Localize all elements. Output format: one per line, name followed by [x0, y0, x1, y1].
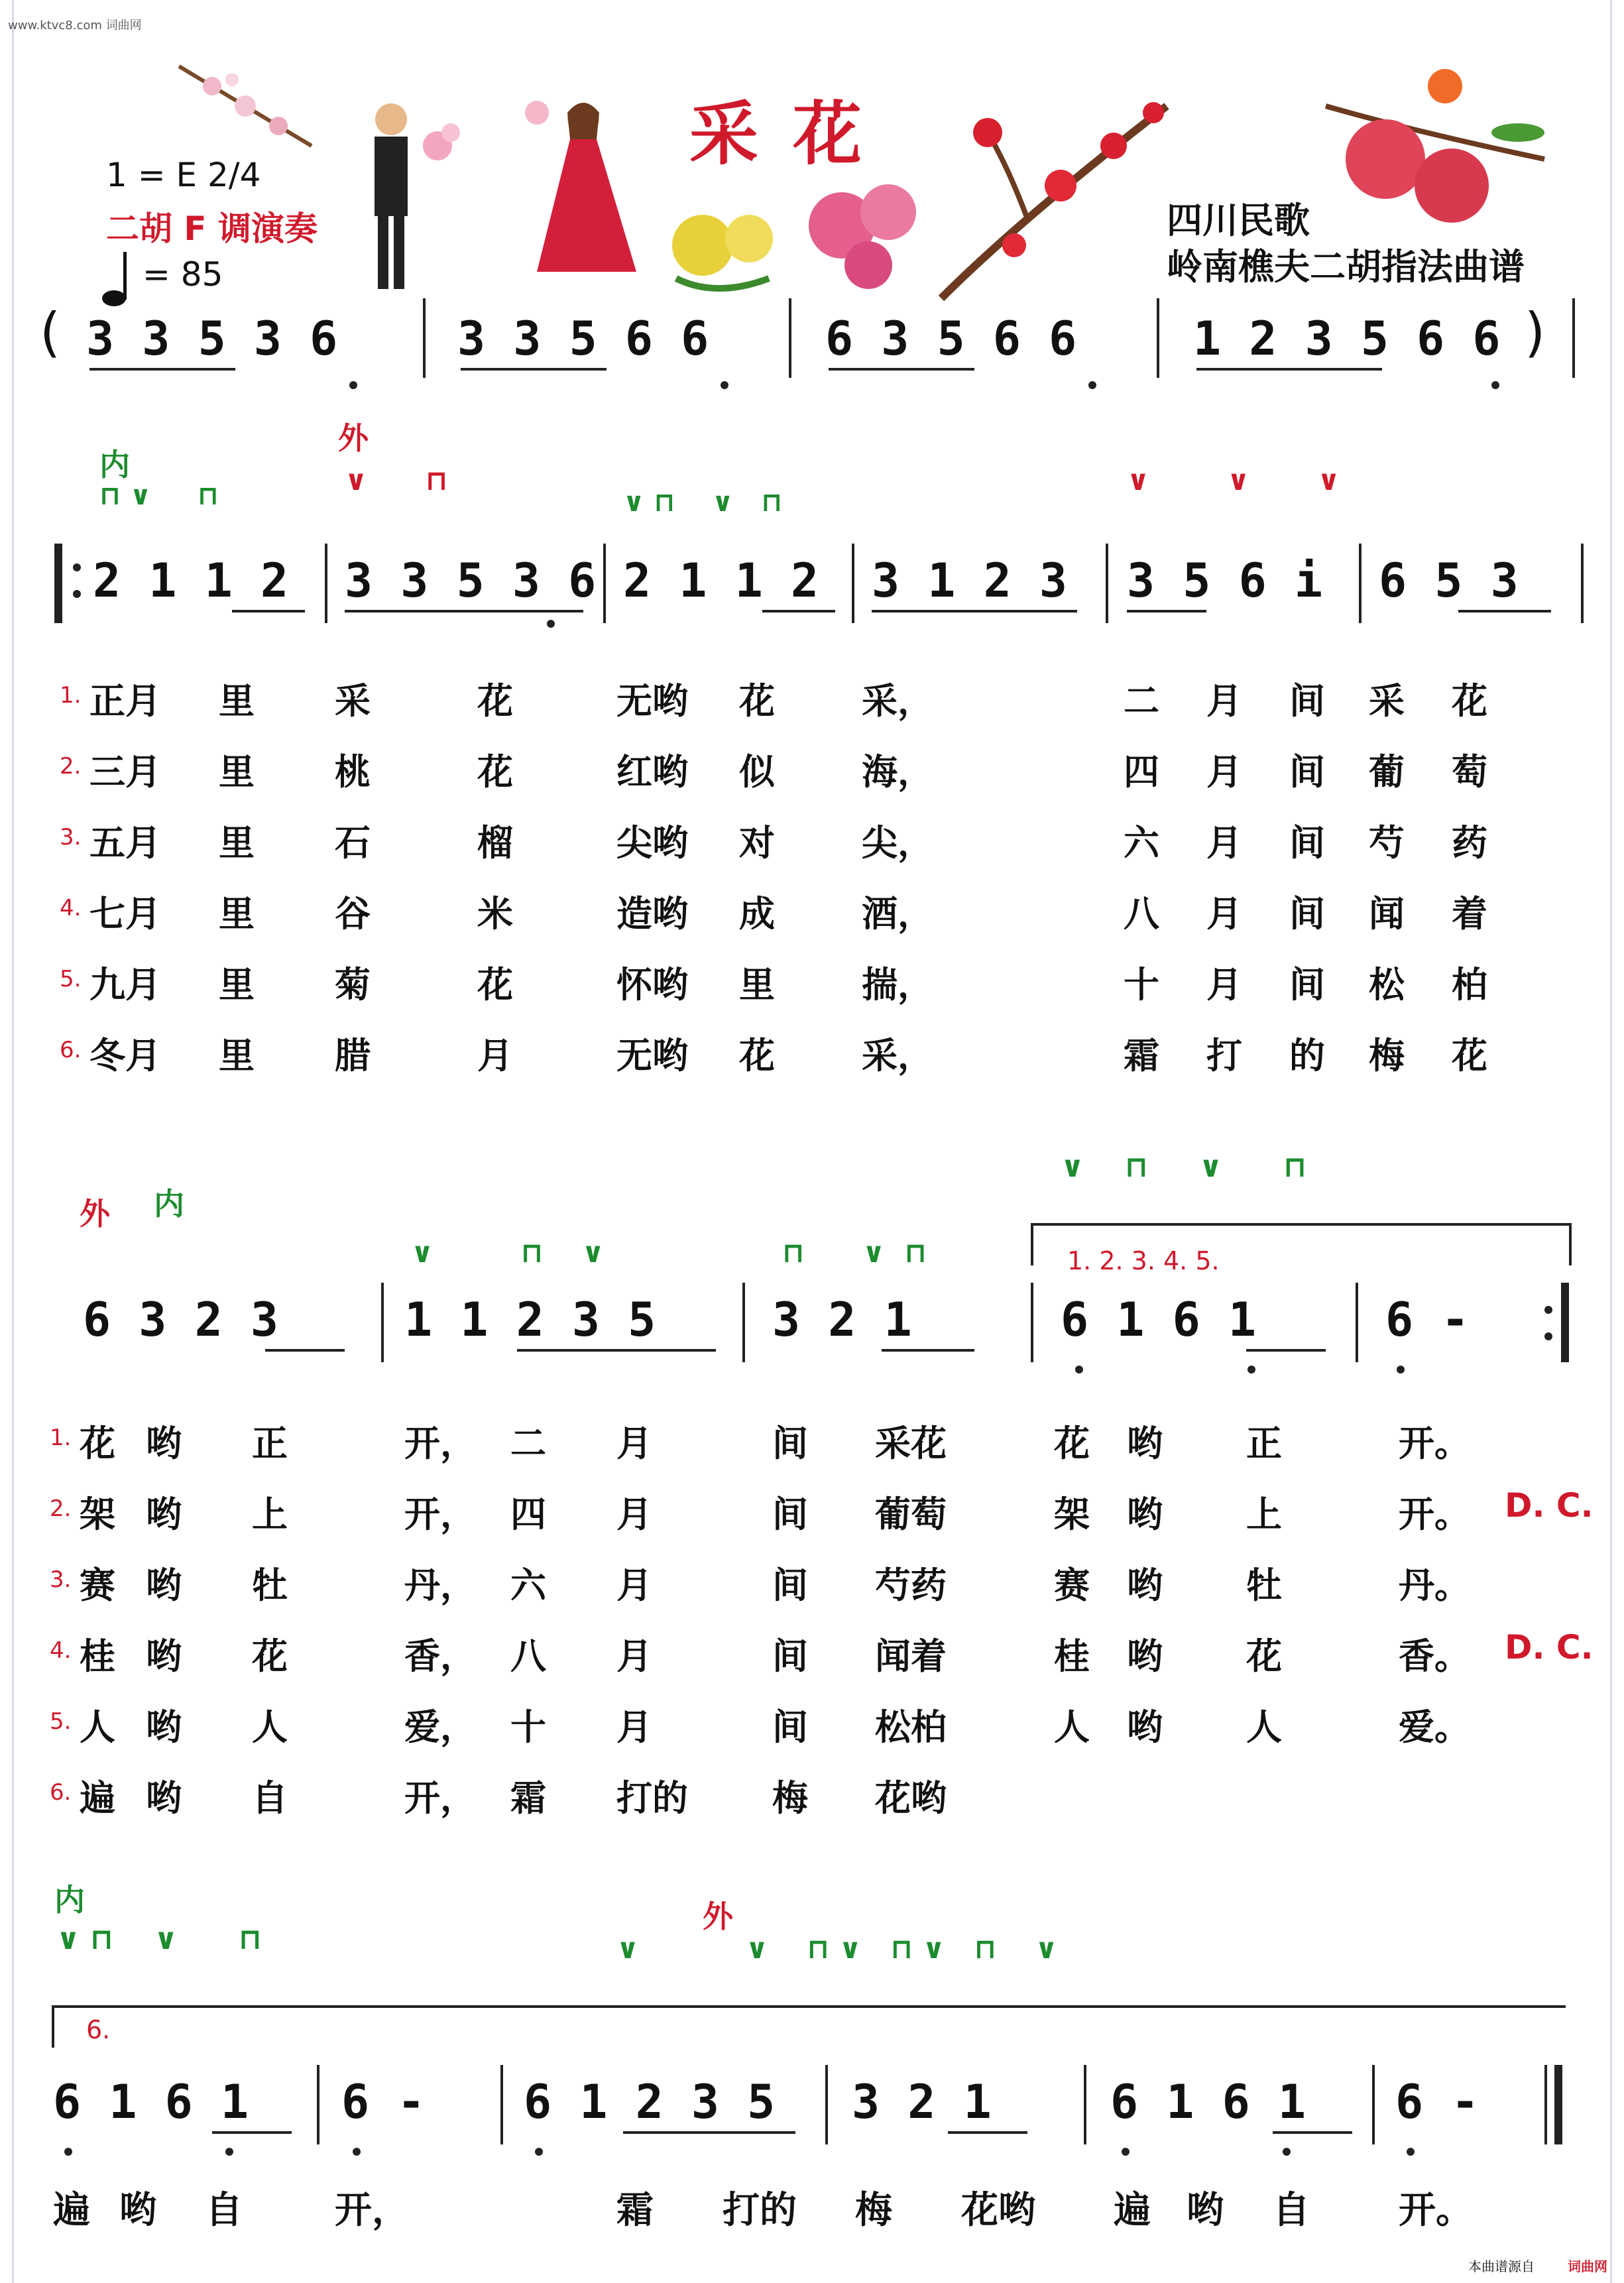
low-dot [349, 381, 357, 389]
verse-a-lyric: 里 [739, 964, 775, 1006]
verse-a-lyric: 采 [1369, 680, 1405, 722]
verse-b-lyric: 十 [510, 1706, 546, 1748]
barline [1106, 544, 1108, 623]
tempo-value: = 85 [143, 255, 223, 294]
page-border-right [1610, 0, 1612, 2283]
verse-a-lyric: 里 [219, 751, 255, 793]
verse-b-lyric: 间 [772, 1493, 808, 1535]
verse-a-lyric: 菊 [335, 964, 371, 1006]
verse-b-lyric: 人 [252, 1706, 288, 1748]
volta-bracket-2 [52, 2005, 1566, 2048]
staff2-measure-2: 1 1 2 3 5 [404, 1293, 656, 1347]
verse-a-lyric: 芍 [1369, 822, 1405, 864]
verse-b-lyric: 正 [252, 1423, 288, 1464]
verse-final-lyric: 开， [335, 2189, 409, 2232]
verse-final-lyric: 遍 [53, 2189, 90, 2232]
barline [1544, 2065, 1547, 2144]
verse-b-lyric: 人 [1246, 1706, 1282, 1748]
inner-string-mark: 内 [54, 1882, 85, 1918]
staff3-measure-4: 3 2 1 [852, 2075, 992, 2129]
verse-a-lyric: 花 [1452, 680, 1487, 722]
repeat-dot [1544, 1306, 1552, 1314]
verse-number: 2. [60, 753, 82, 780]
verse-a-lyric: 六 [1124, 822, 1159, 864]
bow-marks: ⊓ ∨ ⊓ [99, 481, 219, 511]
verse-b-lyric: 正 [1246, 1423, 1282, 1464]
verse-b-lyric: 哟 [1127, 1423, 1163, 1464]
verse-a-lyric: 五月 [89, 822, 161, 864]
footer-site: 词曲网 [1568, 2258, 1607, 2274]
beam [1458, 610, 1551, 613]
low-dot [1491, 381, 1499, 389]
barline [423, 298, 426, 378]
verse-b-lyric: 六 [510, 1564, 546, 1606]
verse-a-lyric: 月 [1206, 893, 1242, 935]
barline [1157, 298, 1159, 378]
verse-a-lyric: 里 [219, 964, 255, 1006]
staff3-measure-5: 6 1 6 1 [1110, 2075, 1306, 2129]
barline [500, 2065, 503, 2144]
verse-a-lyric: 尖哟 [616, 822, 688, 864]
bow-marks: ∨ ⊓ ∨ [411, 1236, 605, 1269]
verse-a-lyric: 三月 [89, 751, 161, 793]
verse-number: 2. [50, 1495, 72, 1522]
verse-b-lyric: 梅 [772, 1777, 808, 1819]
verse-b-lyric: 遍 [80, 1777, 115, 1819]
low-dot [1283, 2148, 1291, 2156]
verse-a-lyric: 月 [1206, 751, 1242, 793]
verse-a-lyric: 四 [1124, 751, 1159, 793]
verse-b-lyric: 哟 [1127, 1564, 1163, 1606]
outer-string-mark: 外 [703, 1899, 733, 1934]
verse-b-lyric: 打的 [616, 1777, 688, 1819]
barline [1572, 298, 1575, 378]
verse-number: 3. [50, 1566, 72, 1593]
verse-b-lyric: 月 [616, 1564, 652, 1606]
staff1-measure-6: 6 5 3 [1379, 554, 1519, 608]
beam [829, 368, 974, 371]
verse-a-lyric: 花 [477, 680, 513, 722]
verse-a-lyric: 尖， [862, 822, 933, 864]
beam [872, 610, 1077, 613]
low-dot [1247, 1366, 1255, 1374]
repeat-dot [73, 590, 81, 598]
verse-a-lyric: 月 [1206, 964, 1242, 1006]
verse-b-lyric: 香， [404, 1635, 476, 1677]
beam [882, 1349, 974, 1352]
verse-a-lyric: 造哟 [616, 893, 688, 935]
verse-b-lyric: 芍药 [875, 1564, 947, 1606]
verse-b-lyric: 月 [616, 1706, 652, 1748]
verse-a-lyric: 间 [1289, 893, 1325, 935]
beam [212, 2131, 292, 2134]
verse-a-lyric: 闻 [1369, 893, 1405, 935]
verse-number: 5. [50, 1708, 72, 1735]
origin-credit: 四川民歌 [1167, 200, 1310, 241]
da-capo-mark: D. C. [1505, 1628, 1594, 1667]
barline [1372, 2065, 1375, 2144]
low-dot [535, 2148, 543, 2156]
verse-a-lyric: 花 [739, 1035, 775, 1077]
verse-b-lyric: 哟 [1127, 1493, 1163, 1535]
footer-source: 本曲谱源自 [1468, 2258, 1535, 2274]
beam [762, 610, 835, 613]
low-dot [225, 2148, 233, 2156]
verse-b-lyric: 哟 [146, 1777, 182, 1819]
verse-a-lyric: 无哟 [616, 1035, 688, 1077]
low-dot [353, 2148, 361, 2156]
staff2-measure-3: 3 2 1 [772, 1293, 912, 1347]
verse-a-lyric: 采， [862, 680, 933, 722]
staff1-measure-5: 3 5 6 i [1127, 554, 1323, 608]
verse-final-lyric: 自 [1273, 2189, 1310, 2232]
verse-b-lyric: 哟 [146, 1564, 182, 1606]
verse-b-lyric: 月 [616, 1635, 652, 1677]
volta-label-1: 1. 2. 3. 4. 5. [1067, 1246, 1220, 1275]
bow-marks: ∨ ⊓ ∨ ⊓ [1061, 1150, 1307, 1184]
barline [317, 2065, 319, 2144]
verse-b-lyric: 花 [80, 1423, 115, 1464]
verse-b-lyric: 人 [80, 1706, 115, 1748]
blossom-branch-icon [172, 53, 318, 152]
verse-number: 6. [60, 1037, 82, 1063]
verse-a-lyric: 似 [739, 751, 775, 793]
arranger-credit: 岭南樵夫二胡指法曲谱 [1167, 246, 1525, 288]
staff2-measure-1: 6 3 2 3 [83, 1293, 279, 1347]
verse-b-lyric: 花 [252, 1635, 288, 1677]
beam [232, 610, 305, 613]
verse-final-lyric: 花哟 [961, 2189, 1035, 2232]
verse-number: 4. [50, 1637, 72, 1664]
beam [1196, 368, 1382, 371]
verse-a-lyric: 松 [1369, 964, 1405, 1006]
low-dot [1122, 2148, 1130, 2156]
verse-b-lyric: 哟 [146, 1493, 182, 1535]
verse-number: 5. [60, 966, 82, 992]
key-signature: 1 = E 2/4 [106, 156, 261, 194]
verse-b-lyric: 开， [404, 1493, 476, 1535]
verse-a-lyric: 采 [335, 680, 371, 722]
beam [89, 368, 235, 371]
inner-string-mark: 内 [99, 447, 130, 483]
verse-b-lyric: 采花 [875, 1423, 947, 1464]
verse-b-lyric: 丹， [404, 1564, 476, 1606]
barline [742, 1283, 745, 1362]
song-title: 采花 [689, 93, 897, 174]
verse-number: 3. [60, 824, 82, 850]
beam [1246, 1349, 1326, 1352]
verse-final-lyric: 哟 [1187, 2189, 1224, 2232]
verse-final-lyric: 霜 [616, 2189, 654, 2232]
bow-marks: ∨ ⊓ ∨ ⊓ [56, 1922, 262, 1956]
verse-a-lyric: 九月 [89, 964, 161, 1006]
verse-b-lyric: 四 [510, 1493, 546, 1535]
barline [852, 544, 854, 623]
bow-marks: ∨ ∨ ⊓ ∨ ⊓ ∨ ⊓ ∨ [616, 1932, 1058, 1965]
close-paren: ) [1525, 302, 1546, 363]
verse-a-lyric: 谷 [335, 893, 371, 935]
beam [345, 610, 583, 613]
open-paren: ( [40, 302, 61, 363]
barline [603, 544, 606, 623]
verse-a-lyric: 花 [477, 964, 513, 1006]
verse-b-lyric: 松柏 [875, 1706, 947, 1748]
verse-b-lyric: 开， [404, 1777, 476, 1819]
staff3-measure-1: 6 1 6 1 [53, 2075, 249, 2129]
staff1-measure-4: 3 1 2 3 [872, 554, 1068, 608]
verse-a-lyric: 打 [1206, 1035, 1242, 1077]
verse-a-lyric: 米 [477, 893, 513, 935]
verse-a-lyric: 月 [477, 1035, 513, 1077]
intro-measure-4: 1 2 3 5 6 6 [1193, 312, 1501, 366]
verse-b-lyric: 人 [1054, 1706, 1090, 1748]
verse-a-lyric: 桃 [335, 751, 371, 793]
verse-b-lyric: 八 [510, 1635, 546, 1677]
verse-a-lyric: 花 [477, 751, 513, 793]
da-capo-mark: D. C. [1505, 1486, 1594, 1525]
verse-b-lyric: 月 [616, 1423, 652, 1464]
verse-b-lyric: 间 [772, 1635, 808, 1677]
verse-a-lyric: 里 [219, 893, 255, 935]
staff3-measure-2: 6 - [341, 2075, 426, 2129]
verse-a-lyric: 正月 [89, 680, 161, 722]
barline [381, 1283, 384, 1362]
verse-b-lyric: 爱。 [1399, 1706, 1470, 1748]
low-dot [64, 2148, 72, 2156]
verse-b-lyric: 闻着 [875, 1635, 947, 1677]
verse-a-lyric: 十 [1124, 964, 1159, 1006]
verse-b-lyric: 牡 [1246, 1564, 1282, 1606]
verse-final-lyric: 打的 [723, 2189, 797, 2232]
verse-b-lyric: 开， [404, 1423, 476, 1464]
beam [265, 1349, 345, 1352]
verse-final-lyric: 梅 [855, 2189, 892, 2232]
verse-a-lyric: 无哟 [616, 680, 688, 722]
verse-a-lyric: 二 [1124, 680, 1159, 722]
barline [1359, 544, 1362, 623]
verse-a-lyric: 霜 [1124, 1035, 1159, 1077]
verse-b-lyric: 架 [80, 1493, 115, 1535]
verse-b-lyric: 自 [252, 1777, 288, 1819]
verse-a-lyric: 腊 [335, 1035, 371, 1077]
verse-a-lyric: 揣， [862, 964, 933, 1006]
verse-final-lyric: 自 [205, 2189, 243, 2232]
verse-b-lyric: 桂 [80, 1635, 115, 1677]
pomegranate-icon [1319, 66, 1558, 239]
verse-a-lyric: 间 [1289, 751, 1325, 793]
verse-b-lyric: 花 [1246, 1635, 1282, 1677]
staff2-measure-4: 6 1 6 1 [1061, 1293, 1257, 1347]
verse-b-lyric: 架 [1054, 1493, 1090, 1535]
low-dot [1397, 1366, 1405, 1374]
verse-b-lyric: 丹。 [1399, 1564, 1470, 1606]
beam [1273, 2131, 1352, 2134]
verse-a-lyric: 柏 [1452, 964, 1487, 1006]
volta-label-2: 6. [86, 2015, 111, 2044]
verse-b-lyric: 上 [1246, 1493, 1282, 1535]
verse-a-lyric: 萄 [1452, 751, 1487, 793]
verse-b-lyric: 月 [616, 1493, 652, 1535]
verse-b-lyric: 开。 [1399, 1493, 1470, 1535]
verse-a-lyric: 七月 [89, 893, 161, 935]
staff3-measure-6: 6 - [1395, 2075, 1479, 2129]
verse-a-lyric: 怀哟 [616, 964, 688, 1006]
verse-a-lyric: 里 [219, 822, 255, 864]
intro-measure-1: 3 3 5 3 6 [86, 312, 338, 366]
verse-number: 1. [60, 682, 82, 709]
verse-a-lyric: 红哟 [616, 751, 688, 793]
barline [325, 544, 327, 623]
verse-a-lyric: 梅 [1369, 1035, 1405, 1077]
verse-a-lyric: 花 [739, 680, 775, 722]
beam [461, 368, 607, 371]
barline [1581, 544, 1584, 623]
verse-number: 4. [60, 895, 82, 921]
low-dot [721, 381, 728, 389]
repeat-start-barline [54, 544, 62, 623]
staff1-measure-1: 2 1 1 2 [93, 554, 289, 608]
verse-b-lyric: 桂 [1054, 1635, 1090, 1677]
low-dot [1088, 381, 1096, 389]
verse-a-lyric: 八 [1124, 893, 1159, 935]
verse-b-lyric: 葡萄 [875, 1493, 947, 1535]
staff2-measure-5: 6 - [1385, 1293, 1470, 1347]
verse-b-lyric: 间 [772, 1564, 808, 1606]
bow-marks: ∨ ∨ ∨ [1127, 464, 1340, 497]
bow-marks: ∨ ⊓ ∨ ⊓ [623, 487, 783, 518]
verse-a-lyric: 着 [1452, 893, 1487, 935]
barline [1031, 1283, 1033, 1362]
verse-a-lyric: 间 [1289, 964, 1325, 1006]
beam [948, 2131, 1027, 2134]
verse-number: 1. [50, 1425, 72, 1451]
staff1-measure-3: 2 1 1 2 [623, 554, 819, 608]
verse-b-lyric: 间 [772, 1423, 808, 1464]
verse-b-lyric: 哟 [146, 1635, 182, 1677]
beam [623, 2131, 795, 2134]
verse-b-lyric: 哟 [146, 1423, 182, 1464]
verse-a-lyric: 葡 [1369, 751, 1405, 793]
verse-a-lyric: 冬月 [89, 1035, 161, 1077]
verse-b-lyric: 哟 [1127, 1635, 1163, 1677]
verse-b-lyric: 牡 [252, 1564, 288, 1606]
barline [825, 2065, 828, 2144]
inner-string-mark: 内 [154, 1186, 184, 1222]
intro-measure-2: 3 3 5 6 6 [457, 312, 709, 366]
verse-b-lyric: 赛 [1054, 1564, 1090, 1606]
verse-a-lyric: 海， [862, 751, 933, 793]
verse-a-lyric: 里 [219, 1035, 255, 1077]
verse-a-lyric: 花 [1452, 1035, 1487, 1077]
verse-b-lyric: 赛 [80, 1564, 115, 1606]
verse-a-lyric: 石 [335, 822, 371, 864]
bow-marks: ⊓ ∨ ⊓ [782, 1236, 927, 1269]
verse-a-lyric: 月 [1206, 822, 1242, 864]
verse-a-lyric: 月 [1206, 680, 1242, 722]
verse-b-lyric: 间 [772, 1706, 808, 1748]
verse-a-lyric: 采， [862, 1035, 933, 1077]
verse-b-lyric: 花 [1054, 1423, 1090, 1464]
low-dot [547, 620, 555, 628]
bow-marks: ∨ ⊓ [345, 464, 448, 497]
site-label: www.ktvc8.com 词曲网 [8, 19, 142, 32]
verse-b-lyric: 哟 [146, 1706, 182, 1748]
verse-b-lyric: 二 [510, 1423, 546, 1464]
outer-string-mark: 外 [338, 420, 369, 456]
barline [789, 298, 791, 378]
intro-measure-3: 6 3 5 6 6 [825, 312, 1077, 366]
barline [1356, 1283, 1358, 1362]
beam [1127, 610, 1206, 613]
quarter-note-icon [99, 249, 139, 308]
verse-b-lyric: 开。 [1399, 1423, 1470, 1464]
staff1-measure-2: 3 3 5 3 6 [345, 554, 597, 608]
outer-string-mark: 外 [80, 1196, 110, 1232]
instrument-label: 二胡 F 调演奏 [106, 209, 318, 248]
verse-a-lyric: 榴 [477, 822, 513, 864]
man-figure-icon [351, 99, 471, 298]
verse-b-lyric: 上 [252, 1493, 288, 1535]
verse-b-lyric: 爱， [404, 1706, 476, 1748]
verse-number: 6. [50, 1779, 72, 1806]
repeat-dot [73, 563, 81, 571]
low-dot [1407, 2148, 1415, 2156]
verse-a-lyric: 间 [1289, 680, 1325, 722]
verse-final-lyric: 开。 [1399, 2189, 1473, 2232]
verse-final-lyric: 哟 [119, 2189, 156, 2232]
verse-b-lyric: 香。 [1399, 1635, 1470, 1677]
low-dot [1075, 1366, 1083, 1374]
staff3-measure-3: 6 1 2 3 5 [524, 2075, 776, 2129]
repeat-end-barline [1561, 1283, 1569, 1362]
verse-b-lyric: 哟 [1127, 1706, 1163, 1748]
page-border-left [12, 0, 14, 2283]
final-barline [1554, 2065, 1562, 2144]
peony-icon [795, 166, 928, 298]
chrysanthemum-icon [663, 199, 782, 298]
beam [517, 1349, 716, 1352]
repeat-dot [1544, 1332, 1552, 1340]
verse-b-lyric: 霜 [510, 1777, 546, 1819]
verse-a-lyric: 对 [739, 822, 775, 864]
verse-a-lyric: 成 [739, 893, 775, 935]
verse-a-lyric: 酒， [862, 893, 933, 935]
woman-figure-icon [510, 86, 656, 298]
verse-b-lyric: 花哟 [875, 1777, 947, 1819]
verse-a-lyric: 间 [1289, 822, 1325, 864]
verse-a-lyric: 里 [219, 680, 255, 722]
plum-blossom-branch-icon [928, 86, 1180, 305]
verse-a-lyric: 的 [1289, 1035, 1325, 1077]
verse-final-lyric: 遍 [1114, 2189, 1151, 2232]
barline [1084, 2065, 1086, 2144]
verse-a-lyric: 药 [1452, 822, 1487, 864]
